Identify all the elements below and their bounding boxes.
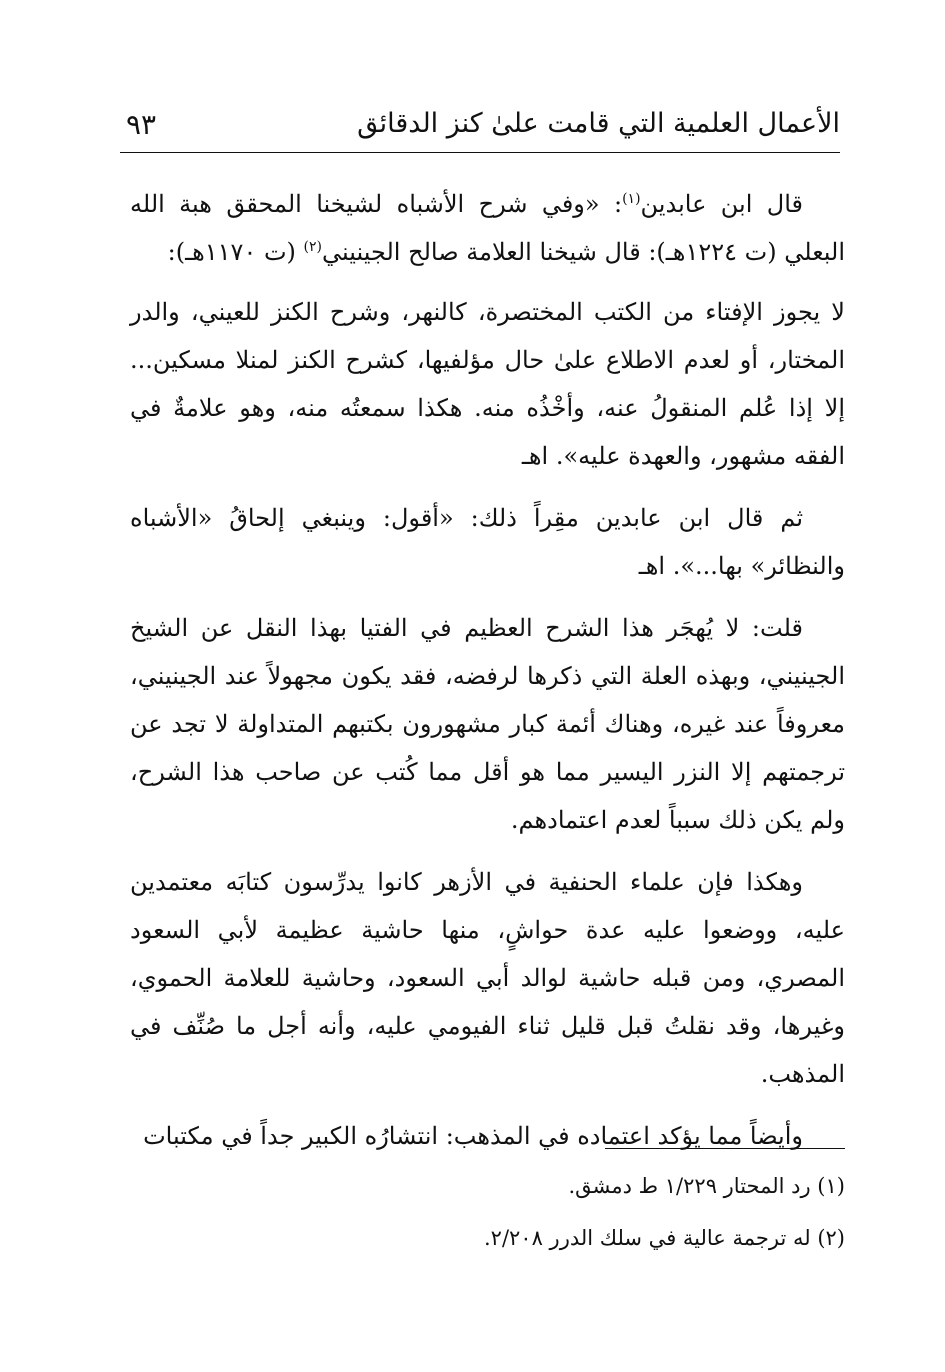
paragraph-6: وأيضاً مما يؤكد اعتماده في المذهب: انتشارُه الكبير جداً في مكتبات (143, 1122, 803, 1150)
running-title: الأعمال العلمية التي قامت علىٰ كنز الدقائق (357, 108, 840, 139)
footnote-ref-2: (٢) (303, 239, 323, 255)
footnote-1: (١) رد المحتار ١/٢٢٩ ط دمشق. (568, 1174, 845, 1198)
footnotes (300, 1160, 845, 1264)
footnote-ref-1: (١) (622, 191, 641, 207)
paragraph-2-quote: لا يجوز الإفتاء من الكتب المختصرة، كالنهر، وشرح الكنز للعيني، والدر المختار، أو لعدم الاطلاع علىٰ حال مؤلفيها، كشرح الكنز لمنلا مسكين... إلا إذا عُلم المنقولُ عنه، وأخْذُه منه. هكذا سمعتُه منه، وهو علامةٌ في الفقه مشهور، والعهدة عليه». اهـ (130, 298, 845, 470)
footnote-2: (٢) له ترجمة عالية في سلك الدرر ٢/٢٠٨. (483, 1226, 845, 1250)
page-header (120, 100, 840, 153)
paragraph-1-part-b: : «وفي شرح الأشباه لشيخنا المحقق هبة الله البعلي (ت ١٢٢٤هـ): قال شيخنا العلامة صالح الجينيني (130, 190, 845, 266)
paragraph-1-part-a: قال ابن عابدين (640, 190, 804, 218)
paragraph-4: قلت: لا يُهجَر هذا الشرح العظيم في الفتيا بهذا النقل عن الشيخ الجينيني، وبهذه العلة التي ذكرها لرفضه، فقد يكون مجهولاً عند الجينيني، معروفاً عند غيره، وهناك أئمة كبار مشهورون بكتبهم المتداولة لا تجد عن ترجمتهم إلا النزر اليسير مما هو أقل مما كُتب عن صاحب هذا الشرح، ولم يكن ذلك سبباً لعدم اعتمادهم. (130, 614, 845, 834)
paragraph-3: ثم قال ابن عابدين مقِراً ذلك: «أقول: وينبغي إلحاقُ «الأشباه والنظائر» بها...». اهـ (130, 504, 845, 580)
paragraph-1-part-c: (ت ١١٧٠هـ): (167, 238, 304, 266)
paragraph-5: وهكذا فإن علماء الحنفية في الأزهر كانوا يدرِّسون كتابَه معتمدين عليه، ووضعوا عليه عدة حواشٍ، منها حاشية عظيمة لأبي السعود المصري، ومن قبله حاشية لوالد أبي السعود، وحاشية للعلامة الحموي، وغيرها، وقد نقلتُ قبل قليل ثناء الفيومي عليه، وأنه أجل ما صُنِّف في المذهب. (130, 868, 845, 1088)
body-text (130, 180, 845, 1174)
page-number: ٩٣ (126, 108, 157, 141)
paragraph-1 (130, 180, 845, 276)
footnote-separator (605, 1148, 845, 1149)
